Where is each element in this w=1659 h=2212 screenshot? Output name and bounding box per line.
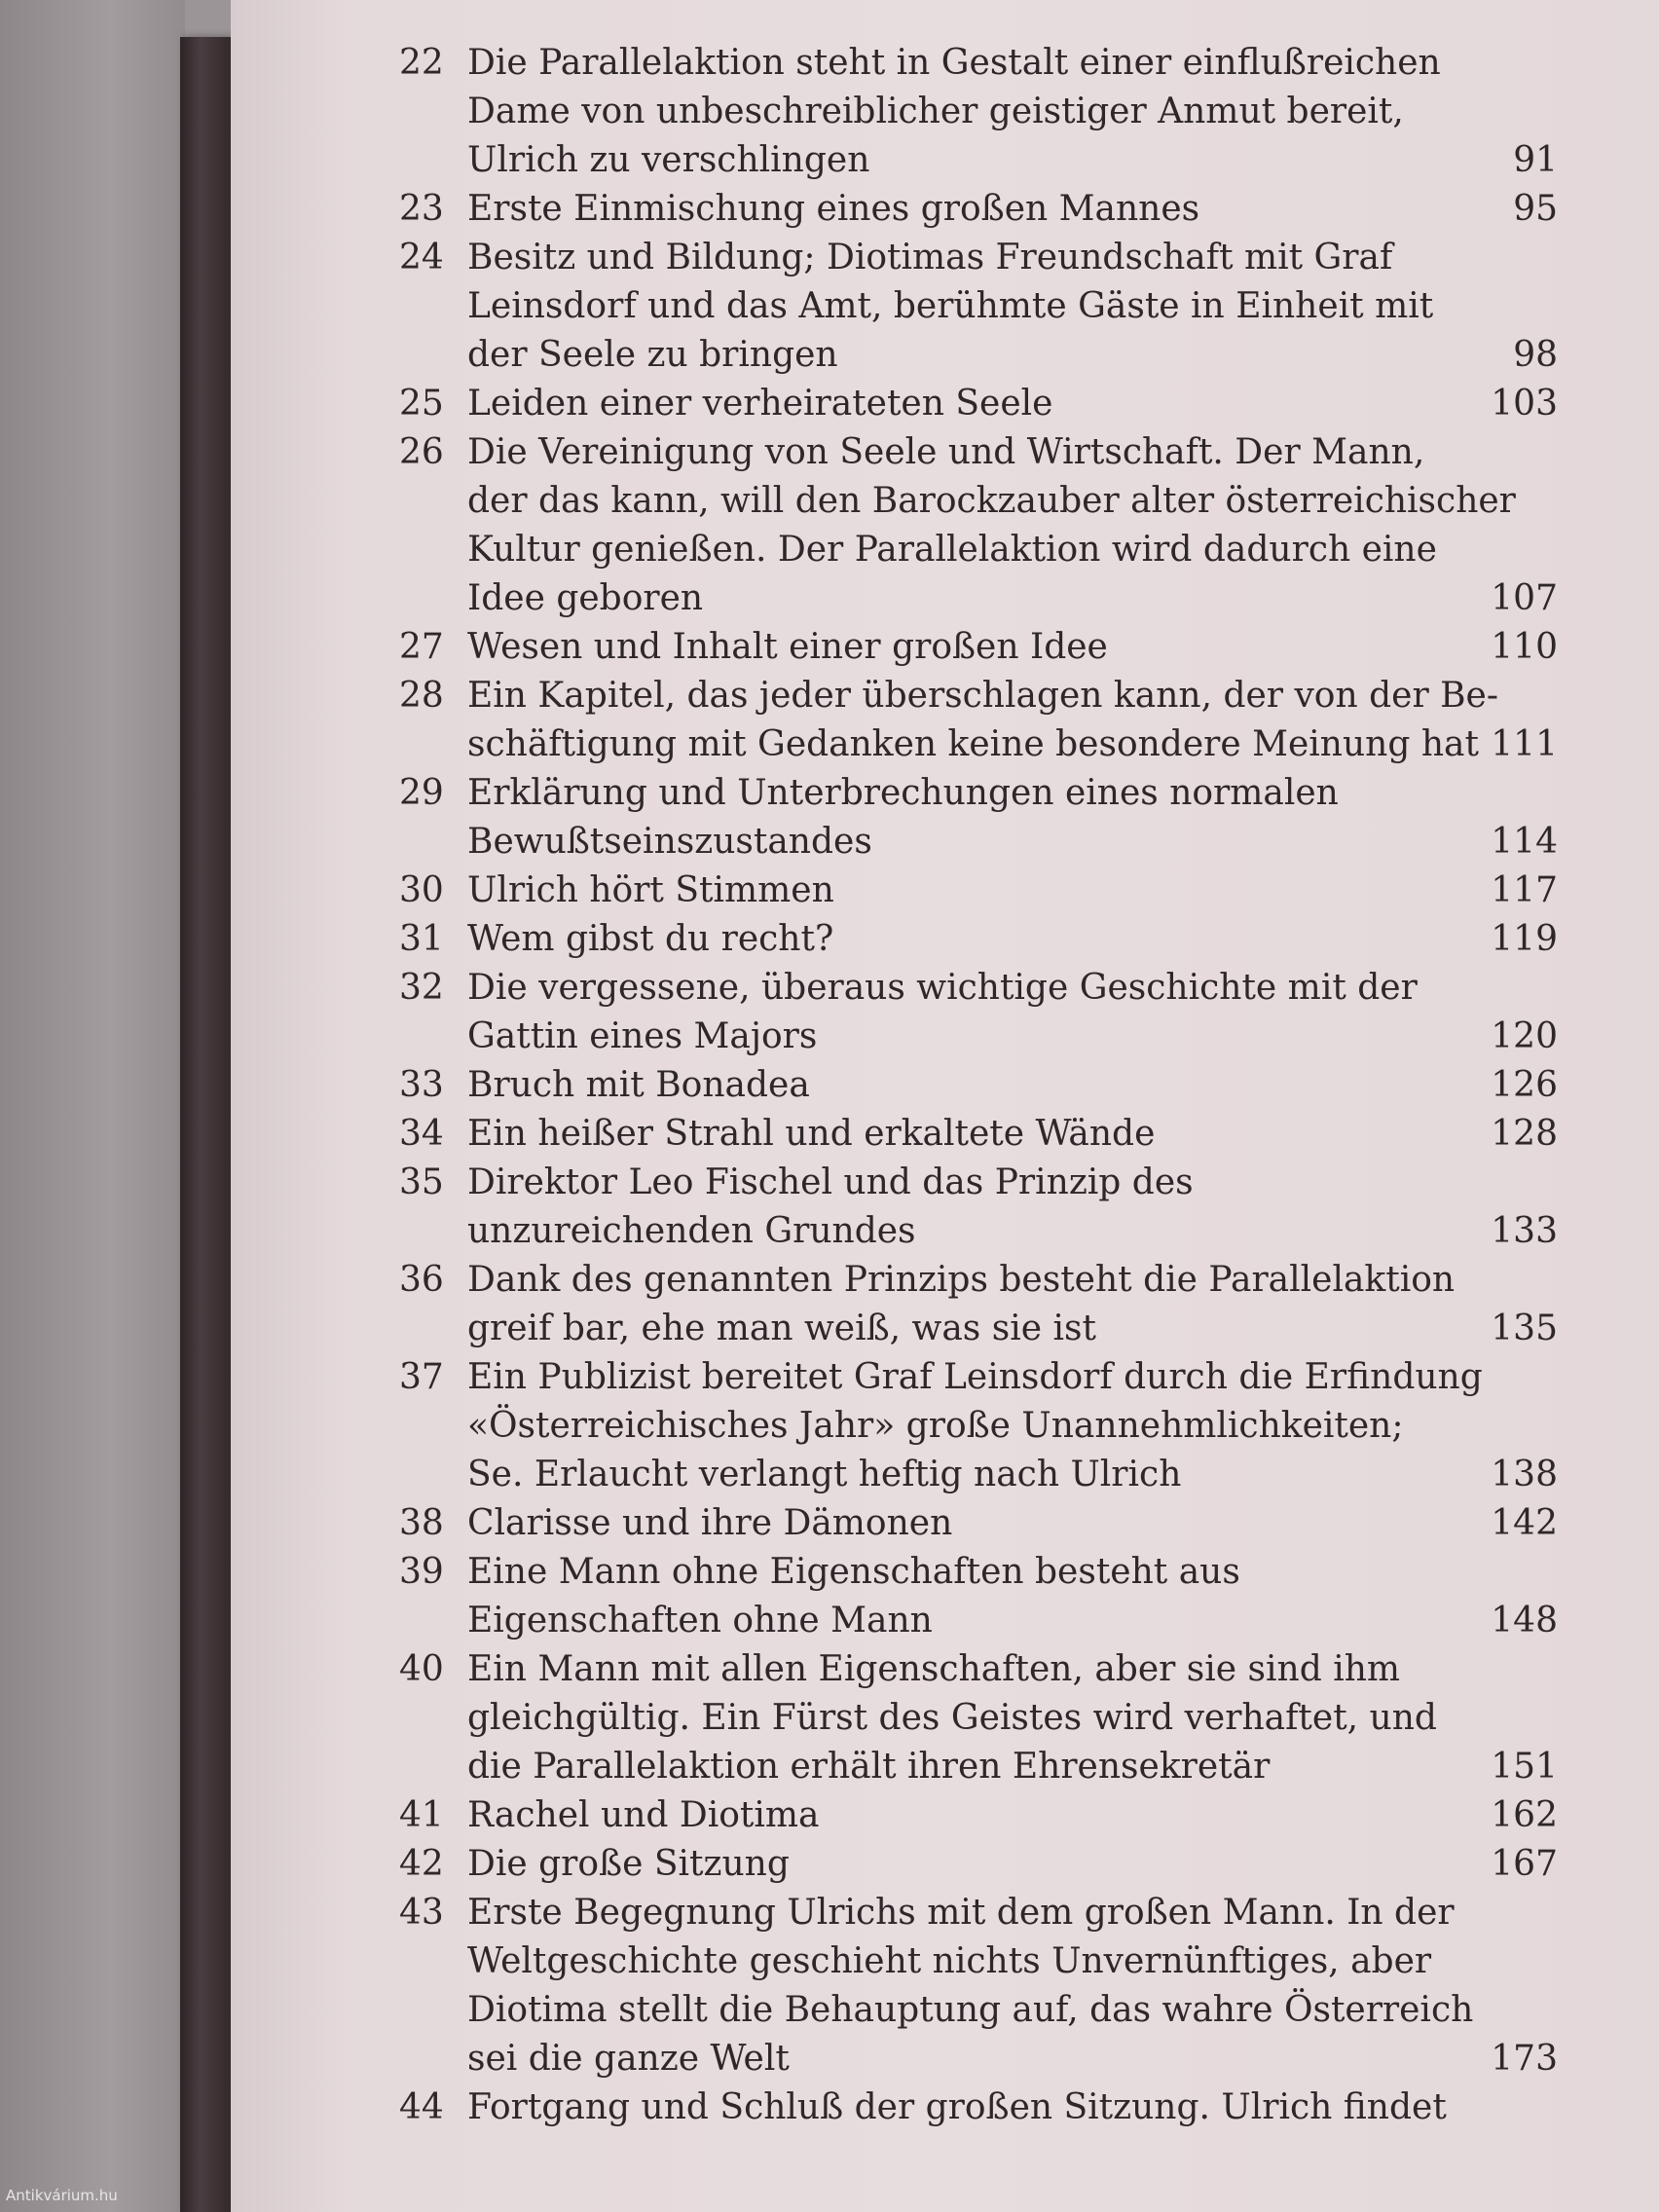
chapter-number: 30 [399, 870, 444, 910]
chapter-title-line: Ein Mann mit allen Eigenschaften, aber sie sind ihm [467, 1649, 1401, 1689]
chapter-title-line: sei die ganze Welt [467, 2039, 790, 2079]
chapter-number: 33 [399, 1065, 444, 1105]
chapter-title-line: Erklärung und Unterbrechungen eines normalen [467, 773, 1339, 813]
toc-entry [399, 866, 1558, 915]
chapter-title-line: Kultur genießen. Der Parallelaktion wird dadurch eine [467, 530, 1437, 570]
chapter-number: 25 [399, 384, 444, 424]
toc-entry [399, 1353, 1558, 1499]
chapter-number: 32 [399, 968, 444, 1008]
toc-line [399, 1743, 1558, 1791]
toc-line [399, 331, 1558, 380]
page-number: 111 [1491, 724, 1558, 764]
toc-entry [399, 185, 1558, 234]
chapter-title-line: Eigenschaften ohne Mann [467, 1601, 933, 1641]
chapter-number: 43 [399, 1893, 444, 1933]
page-number: 107 [1491, 578, 1558, 618]
chapter-title-line: gleichgültig. Ein Fürst des Geistes wird verhaftet, und [467, 1698, 1437, 1738]
page-number: 162 [1491, 1795, 1558, 1835]
toc-line [399, 1840, 1558, 1889]
page-number: 128 [1491, 1114, 1558, 1154]
chapter-number: 31 [399, 919, 444, 959]
chapter-title-line: Weltgeschichte geschieht nichts Unvernünftiges, aber [467, 1941, 1432, 1981]
chapter-number: 24 [399, 238, 444, 277]
chapter-number: 35 [399, 1162, 444, 1202]
toc-entry [399, 1791, 1558, 1840]
toc-line [399, 1791, 1558, 1840]
toc-line [399, 380, 1558, 428]
toc-entry [399, 1061, 1558, 1110]
page-number: 173 [1491, 2039, 1558, 2079]
chapter-title-line: Erste Begegnung Ulrichs mit dem großen Mann. In der [467, 1893, 1455, 1933]
chapter-title-line: Eine Mann ohne Eigenschaften besteht aus [467, 1552, 1240, 1592]
chapter-number: 34 [399, 1114, 444, 1154]
chapter-number: 38 [399, 1503, 444, 1543]
toc-line [399, 1013, 1558, 1061]
chapter-title-line: der Seele zu bringen [467, 335, 838, 375]
toc-entry [399, 1159, 1558, 1256]
toc-entry [399, 1840, 1558, 1889]
toc-entry [399, 2083, 1558, 2132]
chapter-title-line: Clarisse und ihre Dämonen [467, 1503, 953, 1543]
chapter-title-line: Die Vereinigung von Seele und Wirtschaft. Der Mann, [467, 432, 1425, 472]
table-of-contents [399, 39, 1558, 2132]
chapter-number: 44 [399, 2087, 444, 2127]
background-left [0, 0, 185, 2212]
toc-line [399, 915, 1558, 964]
toc-line [399, 477, 1558, 526]
toc-line [399, 1402, 1558, 1451]
toc-line [399, 574, 1558, 623]
chapter-title-line: Die große Sitzung [467, 1844, 790, 1884]
page-number: 120 [1491, 1016, 1558, 1056]
chapter-number: 29 [399, 773, 444, 813]
chapter-title-line: Die vergessene, überaus wichtige Geschichte mit der [467, 968, 1418, 1008]
toc-entry [399, 1889, 1558, 2083]
toc-line [399, 866, 1558, 915]
chapter-number: 28 [399, 676, 444, 716]
toc-line [399, 1159, 1558, 1207]
toc-entry [399, 428, 1558, 623]
chapter-title-line: Wem gibst du recht? [467, 919, 834, 959]
toc-entry [399, 964, 1558, 1061]
page-number: 110 [1491, 627, 1558, 667]
chapter-title-line: Bewußtseinszustandes [467, 822, 872, 862]
chapter-title-line: Bruch mit Bonadea [467, 1065, 810, 1105]
chapter-title-line: Ulrich hört Stimmen [467, 870, 834, 910]
watermark: Antikvárium.hu [6, 2187, 118, 2204]
chapter-title-line: Fortgang und Schluß der großen Sitzung. Ulrich findet [467, 2087, 1447, 2127]
page-number: 114 [1491, 822, 1558, 862]
page-number: 133 [1491, 1211, 1558, 1251]
chapter-title-line: unzureichenden Grundes [467, 1211, 916, 1251]
toc-entry [399, 39, 1558, 185]
chapter-title-line: Dame von unbeschreiblicher geistiger Anmut bereit, [467, 92, 1404, 131]
toc-line [399, 1305, 1558, 1353]
toc-line [399, 1597, 1558, 1645]
chapter-title-line: schäftigung mit Gedanken keine besondere Meinung hat [467, 724, 1479, 764]
toc-entry [399, 1256, 1558, 1353]
toc-line [399, 234, 1558, 282]
toc-line [399, 1353, 1558, 1402]
toc-line [399, 2083, 1558, 2132]
toc-line [399, 1889, 1558, 1937]
toc-entry [399, 1110, 1558, 1159]
page-number: 142 [1491, 1503, 1558, 1543]
toc-line [399, 623, 1558, 672]
chapter-title-line: Ein heißer Strahl und erkaltete Wände [467, 1114, 1156, 1154]
chapter-title-line: Ein Publizist bereitet Graf Leinsdorf durch die Erfindung [467, 1357, 1483, 1397]
page-number: 117 [1491, 870, 1558, 910]
toc-line [399, 185, 1558, 234]
chapter-number: 36 [399, 1260, 444, 1300]
toc-line [399, 136, 1558, 185]
page-number: 119 [1491, 919, 1558, 959]
chapter-number: 26 [399, 432, 444, 472]
toc-entry [399, 234, 1558, 380]
chapter-title-line: Se. Erlaucht verlangt heftig nach Ulrich [467, 1455, 1182, 1494]
toc-line [399, 1451, 1558, 1499]
page-number: 95 [1513, 189, 1558, 229]
page-number: 148 [1491, 1601, 1558, 1641]
page-number: 138 [1491, 1455, 1558, 1494]
chapter-title-line: Idee geboren [467, 578, 704, 618]
toc-line [399, 720, 1558, 769]
chapter-title-line: Besitz und Bildung; Diotimas Freundschaft mit Graf [467, 238, 1393, 277]
toc-line [399, 526, 1558, 574]
page-number: 98 [1513, 335, 1558, 375]
toc-line [399, 39, 1558, 88]
toc-line [399, 1694, 1558, 1743]
page-number: 91 [1513, 140, 1558, 180]
toc-entry [399, 1645, 1558, 1791]
chapter-number: 27 [399, 627, 444, 667]
toc-entry [399, 672, 1558, 769]
chapter-title-line: Die Parallelaktion steht in Gestalt einer einflußreichen [467, 43, 1441, 83]
toc-entry [399, 1548, 1558, 1645]
toc-line [399, 769, 1558, 818]
toc-line [399, 1499, 1558, 1548]
chapter-title-line: Rachel und Diotima [467, 1795, 820, 1835]
page-number: 151 [1491, 1747, 1558, 1787]
chapter-number: 39 [399, 1552, 444, 1592]
page-number: 135 [1491, 1309, 1558, 1348]
toc-line [399, 1061, 1558, 1110]
toc-line [399, 1256, 1558, 1305]
chapter-number: 37 [399, 1357, 444, 1397]
toc-entry [399, 1499, 1558, 1548]
chapter-title-line: Gattin eines Majors [467, 1016, 818, 1056]
toc-line [399, 88, 1558, 136]
toc-entry [399, 915, 1558, 964]
chapter-title-line: Dank des genannten Prinzips besteht die Parallelaktion [467, 1260, 1456, 1300]
toc-line [399, 1110, 1558, 1159]
page-number: 103 [1491, 384, 1558, 424]
toc-line [399, 1645, 1558, 1694]
page-number: 167 [1491, 1844, 1558, 1884]
chapter-title-line: greif bar, ehe man weiß, was sie ist [467, 1309, 1096, 1348]
chapter-title-line: Erste Einmischung eines großen Mannes [467, 189, 1200, 229]
chapter-number: 40 [399, 1649, 444, 1689]
chapter-title-line: Direktor Leo Fischel und das Prinzip des [467, 1162, 1194, 1202]
chapter-title-line: Diotima stellt die Behauptung auf, das wahre Österreich [467, 1990, 1474, 2030]
toc-line [399, 672, 1558, 720]
chapter-title-line: Leinsdorf und das Amt, berühmte Gäste in Einheit mit [467, 286, 1434, 326]
chapter-title-line: der das kann, will den Barockzauber alter österreichischer [467, 481, 1516, 521]
book-cover-edge [180, 37, 231, 2212]
toc-line [399, 964, 1558, 1013]
chapter-title-line: die Parallelaktion erhält ihren Ehrensekretär [467, 1747, 1271, 1787]
toc-line [399, 282, 1558, 331]
chapter-title-line: Leiden einer verheirateten Seele [467, 384, 1053, 424]
toc-line [399, 1548, 1558, 1597]
chapter-title-line: Wesen und Inhalt einer großen Idee [467, 627, 1108, 667]
toc-line [399, 818, 1558, 866]
toc-line [399, 1986, 1558, 2035]
chapter-title-line: Ulrich zu verschlingen [467, 140, 870, 180]
chapter-number: 22 [399, 43, 444, 83]
chapter-number: 42 [399, 1844, 444, 1884]
toc-entry [399, 769, 1558, 866]
toc-line [399, 1937, 1558, 1986]
page-number: 126 [1491, 1065, 1558, 1105]
chapter-number: 23 [399, 189, 444, 229]
toc-line [399, 2035, 1558, 2083]
chapter-title-line: «Österreichisches Jahr» große Unannehmlichkeiten; [467, 1406, 1404, 1446]
chapter-title-line: Ein Kapitel, das jeder überschlagen kann, der von der Be- [467, 676, 1499, 716]
toc-entry [399, 380, 1558, 428]
chapter-number: 41 [399, 1795, 444, 1835]
toc-line [399, 1207, 1558, 1256]
toc-line [399, 428, 1558, 477]
toc-entry [399, 623, 1558, 672]
